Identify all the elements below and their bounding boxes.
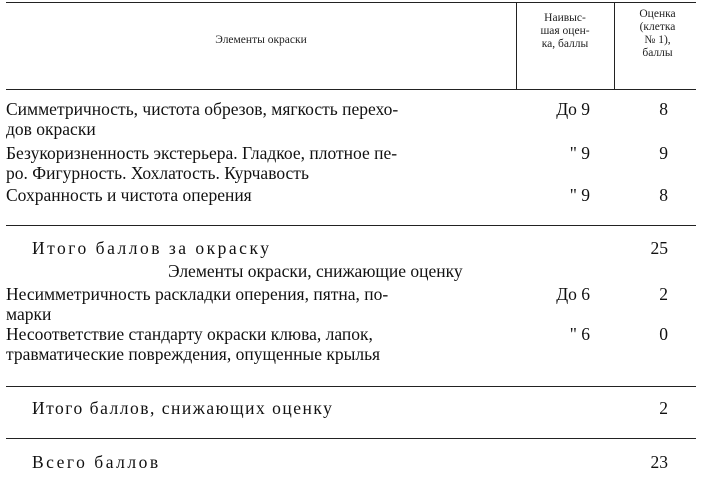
row-line: Симметричность, чистота обрезов, мягкость перехо- (6, 99, 399, 119)
grand-total-score: 23 (650, 452, 668, 472)
table-row-label (6, 185, 252, 205)
table-row-label (6, 284, 388, 324)
row-line: ро. Фигурность. Хохлатость. Курчавость (6, 163, 309, 183)
row-line: дов окраски (6, 119, 96, 139)
header-max-score (516, 12, 614, 51)
row-line: Сохранность и чистота оперения (6, 185, 252, 205)
header-score (614, 8, 701, 60)
row-max: " 9 (569, 143, 590, 163)
row-score: 8 (659, 185, 668, 205)
rule-before-total-neg (6, 386, 696, 387)
row-score: 9 (659, 143, 668, 163)
row-line: Несоответствие стандарту окраски клюва, лапок, (6, 324, 373, 344)
table-row-label (6, 324, 380, 364)
row-max: До 6 (556, 284, 590, 304)
row-score: 2 (659, 284, 668, 304)
total-color-label: Итого баллов за окраску (32, 238, 272, 258)
table-row-label (6, 99, 398, 139)
header-max-line: ка, баллы (541, 38, 589, 50)
row-line: Безукоризненность экстерьера. Гладкое, плотное пе- (6, 143, 398, 163)
table-row-label (6, 143, 397, 183)
total-neg-score: 2 (659, 398, 668, 418)
row-score: 8 (659, 99, 668, 119)
header-score-line: Оценка (639, 8, 676, 20)
rule-before-grand-total (6, 438, 696, 439)
header-elements: Элементы окраски (215, 34, 307, 46)
row-max: До 9 (556, 99, 590, 119)
row-line: травматические повреждения, опущенные крылья (6, 344, 381, 364)
grand-total-label: Всего баллов (32, 452, 161, 472)
header-max-line: шая оцен- (540, 25, 590, 37)
rule-before-total-color (6, 225, 696, 226)
row-max: " 6 (569, 324, 590, 344)
header-bottom-rule (6, 89, 696, 90)
total-neg-label: Итого баллов, снижающих оценку (32, 398, 334, 418)
total-color-score: 25 (650, 238, 668, 258)
header-top-rule (6, 2, 696, 3)
header-score-line: № 1), (644, 34, 671, 46)
header-score-line: баллы (642, 47, 673, 59)
row-line: Несимметричность раскладки оперения, пятна, по- (6, 284, 389, 304)
row-score: 0 (659, 324, 668, 344)
row-line: марки (6, 304, 52, 324)
section-subheading: Элементы окраски, снижающие оценку (168, 261, 463, 281)
header-score-line: (клетка (639, 21, 676, 33)
row-max: " 9 (569, 185, 590, 205)
header-max-line: Наивыс- (544, 12, 586, 24)
